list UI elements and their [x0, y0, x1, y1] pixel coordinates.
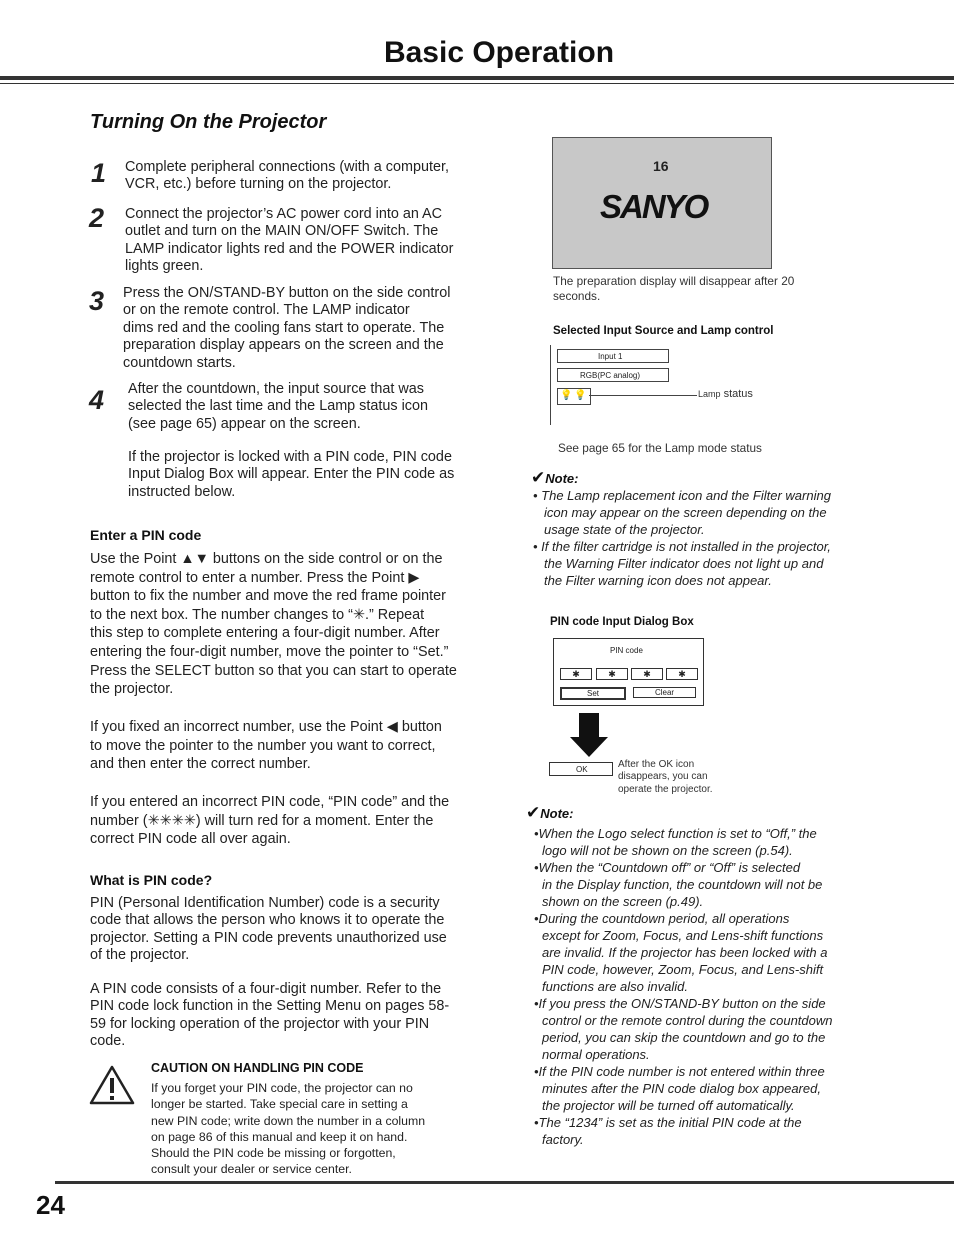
text-line: longer be started. Take special care in setting a — [151, 1097, 408, 1112]
text-line: projector. Setting a PIN code prevents unauthorized use — [90, 929, 447, 946]
step-text — [123, 285, 450, 372]
text-line: countdown starts. — [123, 354, 236, 371]
step-text — [125, 206, 453, 276]
text-line: usage state of the projector. — [544, 522, 705, 537]
step-number: 4 — [89, 385, 105, 415]
pin-digit-field[interactable]: ✱ — [666, 668, 698, 680]
bracket-line — [550, 345, 551, 425]
down-arrow-icon — [570, 713, 608, 762]
text-line: instructed below. — [128, 483, 236, 500]
pin-dialog-title: PIN code — [610, 646, 643, 655]
checkmark-icon: ✔ — [526, 803, 541, 822]
text-line: seconds. — [553, 288, 601, 303]
see-page-text: See page 65 for the Lamp mode status — [558, 441, 762, 455]
text-line: •If the PIN code number is not entered within three — [534, 1064, 825, 1079]
text-line: If the projector is locked with a PIN code, PIN code — [128, 449, 452, 465]
ok-button[interactable]: OK — [549, 762, 613, 776]
step-text — [125, 159, 449, 194]
enter-pin-heading: Enter a PIN code — [90, 527, 202, 543]
text-line: A PIN code consists of a four-digit number. Refer to the — [90, 981, 442, 997]
text-line: icon may appear on the screen depending on the — [544, 505, 827, 520]
text-line: PIN code lock function in the Setting Menu on pages 58- — [90, 998, 450, 1015]
text-line: functions are also invalid. — [542, 979, 688, 994]
text-line: correct PIN code all over again. — [90, 831, 291, 848]
text-line: factory. — [542, 1132, 584, 1147]
text-line: •The “1234” is set as the initial PIN code at the — [534, 1115, 802, 1130]
text-line: (see page 65) appear on the screen. — [128, 415, 361, 432]
text-line: and then enter the correct number. — [90, 756, 311, 773]
status-word: status — [720, 388, 753, 400]
text-line: •If you press the ON/STAND-BY button on the side — [534, 996, 826, 1011]
lamp-status-label — [698, 388, 753, 400]
lamp-status-box — [557, 388, 591, 405]
checkmark-icon: ✔ — [531, 468, 546, 487]
step-text — [128, 381, 428, 433]
clear-button[interactable]: Clear — [633, 687, 696, 698]
input-source-heading: Selected Input Source and Lamp control — [553, 325, 774, 337]
set-button[interactable]: Set — [560, 687, 626, 700]
prep-caption — [553, 274, 794, 303]
pin-digit-field[interactable]: ✱ — [596, 668, 628, 680]
text-line: Press the SELECT button so that you can start to operate — [90, 662, 457, 679]
what-pin-heading: What is PIN code? — [90, 872, 213, 888]
step-number: 1 — [91, 158, 107, 188]
text-line: • The Lamp replacement icon and the Filter warning — [533, 488, 831, 503]
text-line: this step to complete entering a four-digit number. After — [90, 625, 440, 642]
text-line: remote control to enter a number. Press the Point ▶ — [90, 569, 420, 586]
text-line: dims red and the cooling fans start to operate. The — [123, 319, 445, 336]
text-line: shown on the screen (p.49). — [542, 894, 704, 909]
text-line: If you fixed an incorrect number, use the Point ◀ button — [90, 719, 442, 735]
text-line: PIN code, however, Zoom, Focus, and Lens-shift — [542, 962, 824, 977]
text-line: Use the Point ▲▼ buttons on the side control or on the — [90, 551, 443, 567]
lamp-icon: 💡 — [574, 390, 587, 401]
text-line: 59 for locking operation of the projector with your PIN — [90, 1015, 430, 1032]
caution-heading: CAUTION ON HANDLING PIN CODE — [151, 1061, 364, 1075]
text-line: or on the remote control. The LAMP indicator — [123, 302, 410, 319]
text-line: control or the remote control during the countdown — [542, 1013, 833, 1028]
text-line: Complete peripheral connections (with a computer, — [125, 159, 449, 175]
text-line: After the countdown, the input source that was — [128, 381, 424, 397]
after-ok-caption — [618, 759, 713, 796]
note-list — [534, 825, 833, 1148]
lamp-word: Lamp — [698, 389, 721, 399]
text-line: the Warning Filter indicator does not light up and — [544, 556, 824, 571]
text-line: consult your dealer or service center. — [151, 1162, 352, 1177]
what-pin-paragraph — [90, 981, 449, 1051]
step-number: 2 — [89, 203, 105, 233]
enter-pin-paragraph — [90, 793, 449, 849]
page-number: 24 — [36, 1190, 65, 1220]
text-line: If you entered an incorrect PIN code, “PIN code” and the — [90, 794, 450, 810]
text-line: new PIN code; write down the number in a column — [151, 1113, 426, 1128]
text-line: except for Zoom, Focus, and Lens-shift functions — [542, 928, 824, 943]
text-line: code. — [90, 1033, 126, 1050]
svg-text:SANYO: SANYO — [600, 188, 708, 224]
footer-rule — [55, 1181, 954, 1184]
text-line: code that allows the person who knows it to operate the — [90, 912, 445, 929]
input-label-box: Input 1 — [557, 349, 669, 363]
text-line: entering the four-digit number, move the pointer to “Set.” — [90, 643, 449, 660]
pin-digit-field[interactable]: ✱ — [631, 668, 663, 680]
text-line: •When the “Countdown off” or “Off” is selected — [534, 860, 801, 875]
text-line: After the OK icon — [618, 759, 695, 770]
what-pin-paragraph — [90, 895, 447, 965]
text-line: VCR, etc.) before turning on the projector. — [125, 176, 392, 193]
text-line: Should the PIN code be missing or forgotten, — [151, 1146, 396, 1161]
note-list — [533, 487, 831, 589]
text-line: to the next box. The number changes to “✳.” Repeat — [90, 606, 425, 623]
step-number: 3 — [89, 286, 105, 316]
header-rule-thin — [0, 83, 954, 84]
text-line: period, you can skip the countdown and go to the — [542, 1030, 826, 1045]
text-line: button to fix the number and move the red frame pointer — [90, 588, 446, 605]
text-line: selected the last time and the Lamp status icon — [128, 398, 428, 415]
header-rule — [0, 76, 954, 80]
preparation-screen — [552, 137, 772, 269]
lamp-leader-line — [589, 395, 697, 396]
text-line: PIN (Personal Identification Number) code is a security — [90, 895, 440, 911]
text-line: disappears, you can — [618, 771, 708, 783]
text-line: LAMP indicator lights red and the POWER indicator — [125, 240, 454, 257]
text-line: • If the filter cartridge is not installed in the projector, — [533, 539, 831, 554]
pin-locked-text — [128, 449, 454, 501]
text-line: operate the projector. — [618, 783, 713, 795]
text-line: the projector will be turned off automatically. — [542, 1098, 795, 1113]
text-line: The preparation display will disappear after 20 — [553, 274, 795, 288]
note-label: Note: — [545, 471, 579, 486]
lamp-icon: 💡 — [560, 390, 573, 401]
text-line: outlet and turn on the MAIN ON/OFF Switch. The — [125, 223, 439, 240]
countdown-number: 16 — [653, 158, 669, 174]
warning-icon — [89, 1065, 135, 1110]
text-line: are invalid. If the projector has been locked with a — [542, 945, 828, 960]
text-line: to move the pointer to the number you want to correct, — [90, 737, 436, 754]
text-line: Press the ON/STAND-BY button on the side control — [123, 285, 451, 301]
text-line: on page 86 of this manual and keep it on hand. — [151, 1129, 408, 1144]
pin-dialog-heading: PIN code Input Dialog Box — [550, 616, 694, 628]
enter-pin-paragraph — [90, 718, 442, 774]
text-line: minutes after the PIN code dialog box appeared, — [542, 1081, 821, 1096]
source-label-box: RGB(PC analog) — [557, 368, 669, 382]
text-line: preparation display appears on the screen and the — [123, 337, 444, 354]
note-heading — [531, 468, 578, 488]
text-line: logo will not be shown on the screen (p.54). — [542, 843, 793, 858]
pin-dialog-box — [553, 638, 704, 706]
text-line: in the Display function, the countdown will not be — [542, 877, 823, 892]
text-line: number (✳✳✳✳) will turn red for a moment. Enter the — [90, 812, 434, 829]
section-title: Turning On the Projector — [90, 111, 327, 133]
note-label: Note: — [540, 806, 574, 821]
text-line: Input Dialog Box will appear. Enter the PIN code as — [128, 466, 455, 483]
text-line: the Filter warning icon does not appear. — [544, 573, 772, 588]
text-line: of the projector. — [90, 947, 190, 964]
page-title: Basic Operation — [383, 36, 615, 69]
text-line: the projector. — [90, 681, 174, 698]
text-line: lights green. — [125, 258, 204, 275]
note-heading — [526, 803, 573, 823]
caution-text — [151, 1080, 425, 1178]
text-line: normal operations. — [542, 1047, 650, 1062]
pin-digit-field[interactable]: ✱ — [560, 668, 592, 680]
sanyo-logo — [600, 188, 720, 229]
text-line: •When the Logo select function is set to “Off,” the — [534, 826, 817, 841]
text-line: If you forget your PIN code, the projector can no — [151, 1081, 413, 1095]
text-line: Connect the projector’s AC power cord into an AC — [125, 206, 443, 222]
enter-pin-paragraph — [90, 550, 457, 699]
text-line: •During the countdown period, all operations — [534, 911, 790, 926]
